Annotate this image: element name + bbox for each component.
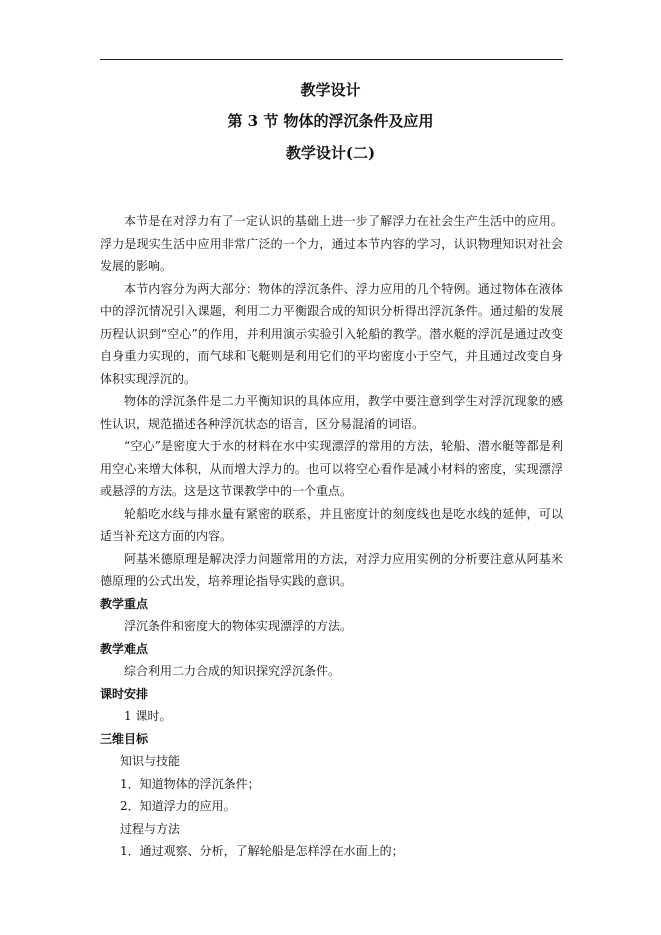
- key-point-heading: 教学重点: [100, 596, 149, 611]
- hollow-paragraph: “空心”是密度大于水的材料在水中实现漂浮的常用的方法，轮船、潜水艇等都是利用空心来增大体积，从而增大浮力的。也可以将空心看作是减小材料的密度，实现漂浮或悬浮的方法。这是这节课教学中的一个重点。: [100, 439, 563, 498]
- document-body: [100, 210, 563, 863]
- goals-heading: 三维目标: [100, 731, 149, 746]
- archimedes-paragraph: 阿基米德原理是解决浮力问题常用的方法，对浮力应用实例的分析要注意从阿基米德原理的公式出发，培养理论指导实践的意识。: [100, 551, 563, 588]
- difficulty-text: 综合利用二力合成的知识探究浮沉条件。: [124, 664, 341, 678]
- difficulty-heading: 教学难点: [100, 641, 149, 656]
- knowledge-item: 2．知道浮力的应用。: [120, 799, 236, 813]
- knowledge-heading: 知识与技能: [120, 754, 181, 768]
- intro-paragraph: 本节是在对浮力有了一定认识的基础上进一步了解浮力在社会生产生活中的应用。浮力是现实生活中应用非常广泛的一个力，通过本节内容的学习，认识物理知识对社会发展的影响。: [100, 214, 563, 273]
- process-heading: 过程与方法: [120, 821, 181, 836]
- waterline-paragraph: 轮船吃水线与排水量有紧密的联系，并且密度计的刻度线也是吃水线的延伸，可以适当补充这方面的内容。: [100, 506, 563, 543]
- section-title: 第 3 节 物体的浮沉条件及应用: [227, 112, 434, 130]
- schedule-text: 1 课时。: [124, 709, 172, 723]
- knowledge-item: 1．知道物体的浮沉条件；: [120, 776, 260, 791]
- header-rule: [100, 59, 563, 60]
- schedule-heading: 课时安排: [100, 686, 149, 701]
- content-paragraph: 本节内容分为两大部分：物体的浮沉条件、浮力应用的几个特例。通过物体在液体中的浮沉情况引入课题，利用二力平衡跟合成的知识分析得出浮沉条件。通过船的发展历程认识到“空心”的作用，并利用演示实验引入轮船的教学。潜水艇的浮沉是通过改变自身重力实现的，而气球和飞艇则是利用它们的平均密度小于空气，并且通过改变自身体积实现浮沉的。: [100, 281, 563, 386]
- doc-title: 教学设计: [300, 81, 361, 99]
- key-point-text: 浮沉条件和密度大的物体实现漂浮的方法。: [124, 619, 353, 633]
- design-title: 教学设计(二): [285, 144, 376, 162]
- process-item: 1．通过观察、分析，了解轮船是怎样浮在水面上的；: [120, 844, 404, 858]
- condition-paragraph: 物体的浮沉条件是二力平衡知识的具体应用，教学中要注意到学生对浮沉现象的感性认识，规范描述各种浮沉状态的语言，区分易混淆的词语。: [100, 394, 563, 431]
